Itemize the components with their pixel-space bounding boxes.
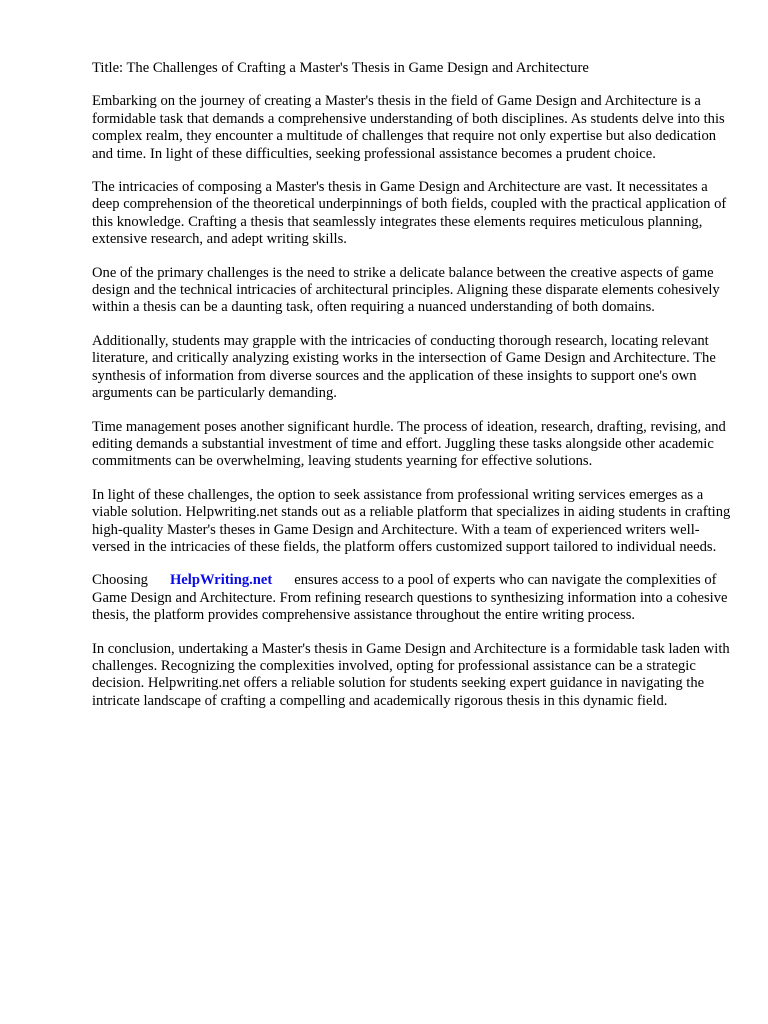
- paragraph-assistance: In light of these challenges, the option to seek assistance from professional writing services emerges as a viable solution. Helpwriting.net stands out as a reliable platform that specializes in aiding students in crafting high-quality Master's theses in Game Design and Architecture. With a team of experienced writers well-versed in the intricacies of these fields, the platform offers customized support tailored to individual needs.: [92, 486, 731, 555]
- paragraph-choosing: [92, 572, 732, 624]
- paragraph-conclusion: In conclusion, undertaking a Master's thesis in Game Design and Architecture is a formidable task laden with challenges. Recognizing the complexities involved, opting for professional assistance can be a strategic decision. Helpwriting.net offers a reliable solution for students seeking expert guidance in navigating the intricate landscape of crafting a compelling and academically rigorous thesis in this dynamic field.: [92, 640, 730, 709]
- paragraph-time-management: Time management poses another significant hurdle. The process of ideation, research, drafting, revising, and editing demands a substantial investment of time and effort. Juggling these tasks alongside other academic commitments can be overwhelming, leaving students yearning for effective solutions.: [92, 418, 726, 470]
- paragraph-research: Additionally, students may grapple with the intricacies of conducting thorough research, locating relevant literature, and critically analyzing existing works in the intersection of Game Design and Architecture. The synthesis of information from diverse sources and the application of these insights to support one's own arguments can be particularly demanding.: [92, 332, 716, 402]
- choosing-lead-text: Choosing: [92, 572, 148, 589]
- helpwriting-link[interactable]: HelpWriting.net: [169, 572, 273, 589]
- document-page: [92, 60, 732, 726]
- paragraph-intro: Embarking on the journey of creating a Master's thesis in the field of Game Design and Architecture is a formidable task that demands a comprehensive understanding of both disciplines. As students delve into this complex realm, they encounter a multitude of challenges that require not only expertise but also dedication and time. In light of these difficulties, seeking professional assistance becomes a prudent choice.: [92, 93, 725, 162]
- document-title: Title: The Challenges of Crafting a Master's Thesis in Game Design and Architecture: [92, 60, 589, 76]
- choosing-rest-text: ensures access to a pool of experts who can navigate the complexities of Game Design and Architecture. From refining research questions to synthesizing information into a cohesive thesis, the platform provides comprehensive assistance throughout the entire writing process.: [92, 572, 728, 624]
- paragraph-balance: One of the primary challenges is the need to strike a delicate balance between the creative aspects of game design and the technical intricacies of architectural principles. Aligning these disparate elements cohesively within a thesis can be a daunting task, often requiring a nuanced understanding of both domains.: [92, 264, 720, 316]
- paragraph-intricacies: The intricacies of composing a Master's thesis in Game Design and Architecture are vast. It necessitates a deep comprehension of the theoretical underpinnings of both fields, coupled with the practical application of this knowledge. Crafting a thesis that seamlessly integrates these elements requires meticulous planning, extensive research, and adept writing skills.: [92, 179, 727, 248]
